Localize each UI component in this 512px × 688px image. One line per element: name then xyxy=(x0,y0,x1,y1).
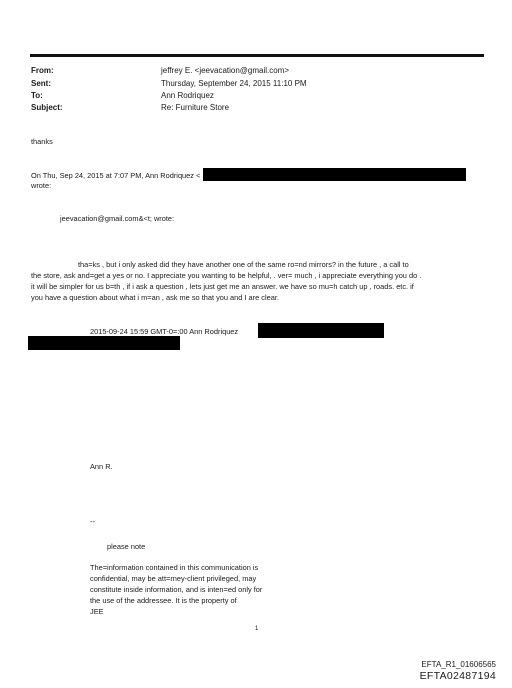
redaction-block xyxy=(28,336,180,350)
signature: Ann R. xyxy=(90,462,113,471)
bates-number-1: EFTA_R1_01606565 xyxy=(421,660,496,669)
timestamp-line: 2015-09-24 15:59 GMT-0=:00 Ann Rodriquez xyxy=(90,327,239,336)
to-label: To: xyxy=(31,91,43,100)
paragraph-line-1: tha=ks , but i only asked did they have another one of the same ro=nd mirrors? in the future , a call to xyxy=(78,260,409,269)
to-value: Ann Rodriquez xyxy=(161,91,214,100)
signature-dashes: -- xyxy=(90,517,95,526)
redaction-block xyxy=(203,168,466,181)
quoted-email-line: jeevacation@gmail.com&<t; wrote: xyxy=(60,214,175,223)
quote-intro-line-1: On Thu, Sep 24, 2015 at 7:07 PM, Ann Rodriquez < xyxy=(31,171,201,180)
disclaimer-line-1: The=information contained in this communication is xyxy=(90,563,259,572)
from-label: From: xyxy=(31,66,54,75)
subject-label: Subject: xyxy=(31,103,63,112)
paragraph-line-4: you have a question about what i m=an , ask me so that you and I are clear. xyxy=(31,293,279,302)
disclaimer-line-3: constitute inside information, and is inten=ed only for xyxy=(90,585,263,594)
please-note: please note xyxy=(107,542,146,551)
redaction-block xyxy=(258,323,384,338)
reply-text: thanks xyxy=(31,137,53,146)
disclaimer-line-4: the use of the addressee. It is the property of xyxy=(90,596,237,605)
quote-intro-line-2: wrote: xyxy=(31,181,52,190)
sent-label: Sent: xyxy=(31,79,51,88)
from-value: jeffrey E. <jeevacation@gmail.com> xyxy=(161,66,290,75)
page-number: 1 xyxy=(255,626,259,632)
subject-value: Re: Furniture Store xyxy=(161,103,230,112)
paragraph-line-2: the store, ask and=get a yes or no. I appreciate you wanting to be helpful, . ver= much , i appreciate everything you do . xyxy=(31,271,422,280)
disclaimer-line-5: JEE xyxy=(90,607,104,616)
header-rule xyxy=(30,54,484,57)
bates-number-2: EFTA02487194 xyxy=(419,670,496,682)
disclaimer-line-2: confidential, may be att=rney-client privileged, may xyxy=(90,574,257,583)
sent-value: Thursday, September 24, 2015 11:10 PM xyxy=(161,79,307,88)
paragraph-line-3: it will be simpler for us b=th , if i ask a question , lets just get me an answer. we have so mu=h catch up , roads. etc. if xyxy=(31,282,414,291)
